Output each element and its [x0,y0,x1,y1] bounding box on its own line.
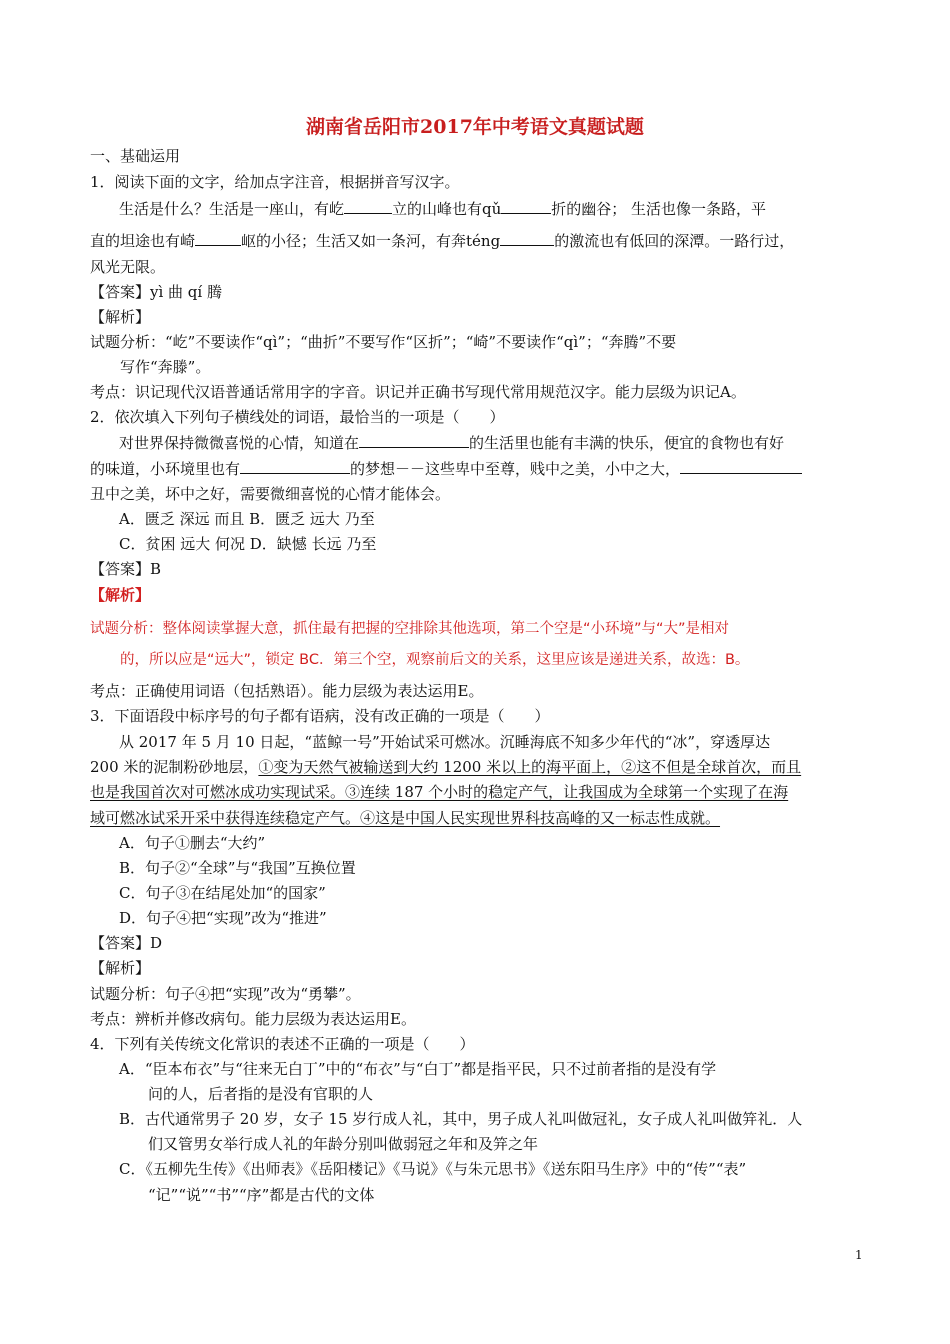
q1-analysis-cont: 写作“奔滕”。 [120,358,211,376]
q4-option-a: A．“臣本布衣”与“往来无白丁”中的“布衣”与“白丁”都是指平民，只不过前者指的是没有学 [119,1060,717,1078]
q3-option-a: A．句子①删去“大约” [119,834,266,852]
q3-option-b: B．句子②“全球”与“我国”互换位置 [119,859,356,877]
q4-stem: 4．下列有关传统文化常识的表述不正确的一项是（ ） [90,1035,475,1053]
q2-analysis-cont: 的，所以应是“远大”，锁定 BC．第三个空，观察前后文的关系，这里应该是递进关系，故选：B。 [120,652,750,668]
fill-blank [500,231,554,246]
q1-analysis: 试题分析：“屹”不要读作“qì”；“曲折”不要写作“区折”；“崎”不要读作“qì”；“奔腾”不要 [90,333,677,351]
q3-option-c: C．句子③在结尾处加“的国家” [119,884,326,902]
q4-option-b-cont: 们又管男女举行成人礼的年龄分别叫做弱冠之年和及笄之年 [148,1135,539,1153]
q3-passage-line: 从 2017 年 5 月 10 日起，“蓝鲸一号”开始试采可燃冰。沉睡海底不知多少年代的“冰”，穿透厚达 [119,733,771,751]
q2-options-ab: A．匮乏 深远 而且 B．匮乏 远大 乃至 [119,510,375,528]
fill-blank [359,433,469,448]
q1-stem: 1．阅读下面的文字，给加点字注音，根据拼音写汉字。 [90,173,460,191]
q3-stem: 3．下面语段中标序号的句子都有语病，没有改正确的一项是（ ） [90,707,550,725]
q2-analysis: 试题分析：整体阅读掌握大意，抓住最有把握的空排除其他选项，第二个空是“小环境”与“大”是相对 [90,621,730,637]
page-number: 1 [855,1248,863,1262]
q4-option-b: B．古代通常男子 20 岁，女子 15 岁行成人礼，其中，男子成人礼叫做冠礼，女子成人礼叫做笄礼．人 [119,1110,803,1128]
fill-blank [680,459,802,474]
q3-kaodian: 考点：辨析并修改病句。能力层级为表达运用E。 [90,1010,416,1028]
q2-analysis-heading: 【解析】 [90,586,151,604]
q4-option-c-cont: “记”“说”“书”“序”都是古代的文体 [148,1186,375,1204]
q2-kaodian: 考点：正确使用词语（包括熟语）。能力层级为表达运用E。 [90,682,484,700]
q3-passage-line: 200 米的泥制粉砂地层，①变为天然气被输送到大约 1200 米以上的海平面上，②这不但是全球首次，而且 [90,758,802,776]
q1-answer: 【答案】yì 曲 qí 腾 [90,283,222,301]
q3-option-d: D．句子④把“实现”改为“推进” [119,909,327,927]
q2-options-cd: C．贫困 远大 何况 D．缺憾 长远 乃至 [119,535,377,553]
q1-analysis-heading: 【解析】 [90,308,151,326]
fill-blank [344,199,392,214]
q3-analysis-heading: 【解析】 [90,959,151,977]
q4-option-a-cont: 问的人，后者指的是没有官职的人 [148,1085,374,1103]
q3-passage-line: 也是我国首次对可燃冰成功实现试采。③连续 187 个小时的稳定产气，让我国成为全球第一个实现了在海 [90,783,789,801]
q1-passage-line: 生活是什么？生活是一座山，有屹 立的山峰也有qǔ 折的幽谷； 生活也像一条路，平 [119,200,767,218]
page-title: 湖南省岳阳市2017年中考语文真题试题 [306,116,644,138]
q2-passage-line: 丑中之美，坏中之好，需要微细喜悦的心情才能体会。 [90,485,451,503]
fill-blank [240,459,350,474]
fill-blank [195,231,241,246]
q3-analysis: 试题分析：句子④把“实现”改为“勇攀”。 [90,985,361,1003]
q2-passage-line: 对世界保持微微喜悦的心情，知道在 的生活里也能有丰满的快乐，便宜的食物也有好 [119,434,785,452]
q2-answer: 【答案】B [90,560,162,578]
fill-blank [501,199,551,214]
q1-passage-line: 直的坦途也有崎 岖的小径；生活又如一条河，有奔téng 的激流也有低回的深潭。一路行过， [90,232,795,250]
q2-passage-line: 的味道，小环境里也有 的梦想－－这些卑中至尊，贱中之美，小中之大， [90,459,802,479]
q2-stem: 2．依次填入下列句子横线处的词语，最恰当的一项是（ ） [90,408,505,426]
q4-option-c: C．《五柳先生传》《出师表》《岳阳楼记》《马说》《与朱元思书》《送东阳马生序》中的“传”“表” [119,1160,747,1178]
q3-passage-line: 域可燃冰试采开采中获得连续稳定产气。④这是中国人民实现世界科技高峰的又一标志性成就。 [90,809,721,827]
q1-kaodian: 考点：识记现代汉语普通话常用字的字音。识记并正确书写现代常用规范汉字。能力层级为识记A。 [90,383,746,401]
q1-passage-line: 风光无限。 [90,258,166,276]
q3-answer: 【答案】D [90,934,163,952]
section-heading: 一、基础运用 [90,147,181,165]
